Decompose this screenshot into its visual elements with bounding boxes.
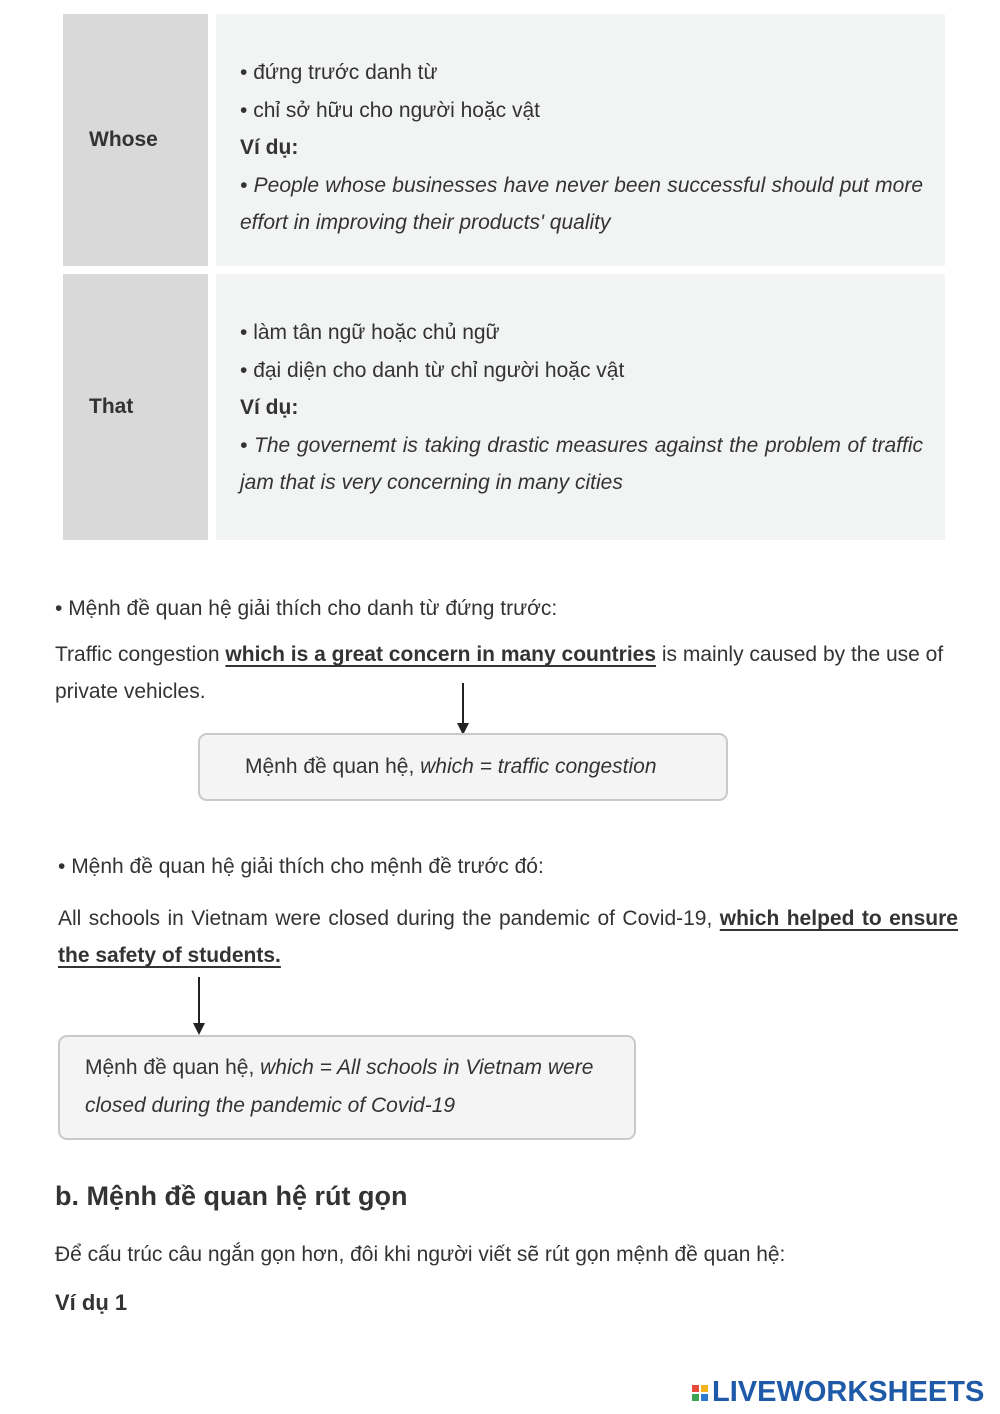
section1-sentence xyxy=(55,636,960,710)
box-italic: which = All schools in Vietnam were closed during the pandemic of Covid-19 xyxy=(85,1056,594,1117)
example-label: Ví dụ: xyxy=(240,396,299,419)
sentence-start: Traffic congestion xyxy=(55,643,226,666)
section-b-heading: b. Mệnh đề quan hệ rút gọn xyxy=(55,1181,408,1211)
point: • đứng trước danh từ xyxy=(240,54,923,92)
sentence-end: is mainly caused by the use of private vehicles. xyxy=(55,643,944,703)
example-text: • People whose businesses have never been successful should put more effort in improving their products' quality xyxy=(240,167,923,242)
section2-sentence xyxy=(58,900,958,974)
box-prefix: Mệnh đề quan hệ, xyxy=(85,1056,261,1079)
liveworksheets-logo xyxy=(692,1376,984,1409)
logo-text: LIVEWORKSHEETS xyxy=(712,1376,985,1408)
point: • chỉ sở hữu cho người hoặc vật xyxy=(240,92,923,130)
example-1-label: Ví dụ 1 xyxy=(55,1290,128,1315)
row-body xyxy=(216,274,945,540)
sentence-start: All schools in Vietnam were closed during the pandemic of Covid-19, xyxy=(58,907,720,930)
table-row-whose xyxy=(63,14,945,266)
section1-bullet: • Mệnh đề quan hệ giải thích cho danh từ đứng trước: xyxy=(55,590,557,627)
relative-clause-underlined: which is a great concern in many countries xyxy=(225,643,657,666)
section-b-intro: Để cấu trúc câu ngắn gọn hơn, đôi khi người viết sẽ rút gọn mệnh đề quan hệ: xyxy=(55,1243,786,1266)
explanation-box-2 xyxy=(58,1035,636,1140)
point: • đại diện cho danh từ chỉ người hoặc vật xyxy=(240,352,923,390)
box-italic: which = traffic congestion xyxy=(420,755,657,778)
grammar-table xyxy=(63,14,945,540)
example-text: • The governemt is taking drastic measures against the problem of traffic jam that is very concerning in many cities xyxy=(240,427,923,502)
relative-clause-underlined: which helped to ensure the safety of students. xyxy=(58,907,958,967)
explanation-box-1 xyxy=(198,733,728,801)
table-row-that xyxy=(63,274,945,540)
example-label: Ví dụ: xyxy=(240,136,299,159)
row-label: Whose xyxy=(63,14,208,266)
logo-mark-icon xyxy=(692,1385,708,1401)
box-prefix: Mệnh đề quan hệ, xyxy=(245,755,421,778)
section2-bullet: • Mệnh đề quan hệ giải thích cho mệnh đề trước đó: xyxy=(58,848,544,885)
down-arrow-icon xyxy=(455,683,471,735)
row-body xyxy=(216,14,945,266)
point: • làm tân ngữ hoặc chủ ngữ xyxy=(240,314,923,352)
row-label: That xyxy=(63,274,208,540)
down-arrow-icon xyxy=(191,977,207,1035)
